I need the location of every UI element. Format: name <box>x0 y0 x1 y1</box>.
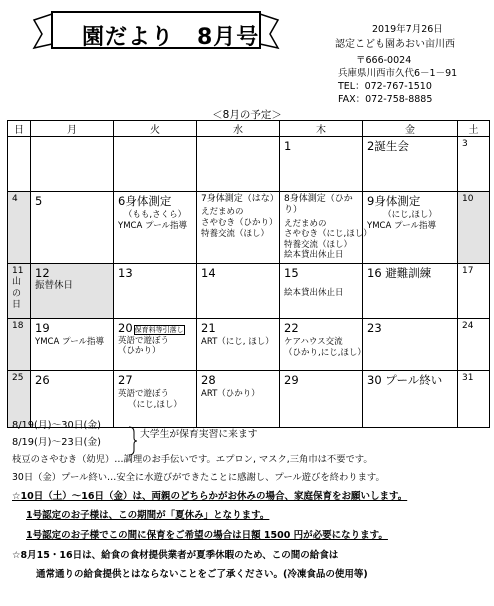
day-cell <box>114 264 197 319</box>
day-number: 18 <box>12 321 24 331</box>
newsletter-title: 園だより 8月号 <box>82 25 260 50</box>
event-text: 特養交流（ほし） <box>201 228 270 239</box>
event-text: ART（ひかり） <box>201 389 260 400</box>
day-cell <box>458 192 490 264</box>
weekday-tue: 火 <box>114 121 197 137</box>
day-cell <box>280 319 366 371</box>
day-number: 11 <box>12 266 24 276</box>
day-number: 23 <box>367 321 382 335</box>
week-row-3 <box>8 264 490 319</box>
day-number: 22 <box>284 321 299 335</box>
event-text: えだまめの <box>201 207 244 218</box>
payment-tag: 保育料等引落し <box>134 326 184 334</box>
day-number: 10 <box>462 194 474 204</box>
day-number: 3 <box>462 139 468 149</box>
day-number: 25 <box>12 373 24 383</box>
event-text: 絵本貸出休止日 <box>284 250 344 261</box>
day-number: 14 <box>201 266 216 280</box>
event-text: YMCA プール指導 <box>367 221 437 231</box>
day-cell <box>8 264 31 319</box>
day-cell <box>363 371 458 428</box>
note-home-care: ☆10日（土）～16日（金）は、両親のどちらかがお休みの場合、家庭保育をお願いします。 <box>12 491 408 502</box>
day-number: 8身体測定（ひかり） <box>284 194 353 216</box>
day-number: 27 <box>118 373 133 387</box>
event-text: （ひかり,にじ,ほし） <box>284 348 366 358</box>
event-text: さやむき（ひかり） <box>201 217 278 228</box>
event-text: （ひかり） <box>118 346 161 357</box>
weekday-wed: 水 <box>197 121 280 137</box>
note-lunch-1: ☆8月15・16日は、給食の食材提供業者が夏季休暇のため、この間の給食は <box>12 550 339 561</box>
day-cell <box>280 137 363 192</box>
note-practicum-2: 8/19(月)～23日(金) <box>12 437 101 448</box>
org-name: 認定こども園あおい亩川西 <box>335 39 455 50</box>
event-text: YMCA プール指導 <box>118 221 188 231</box>
event-text: 英語で遊ぼう <box>118 335 170 346</box>
day-cell <box>197 319 280 371</box>
day-cell <box>458 371 490 428</box>
holiday-char: の <box>12 288 22 299</box>
weekday-thu: 木 <box>280 121 363 137</box>
day-number: 6身体測定 <box>118 194 172 208</box>
weekday-header-row <box>8 121 490 137</box>
day-number: 1 <box>284 139 292 153</box>
event-text: 絵本貸出休止日 <box>284 288 344 299</box>
title-banner <box>30 10 282 56</box>
day-number: 15 <box>284 266 299 280</box>
weekday-sat: 土 <box>458 121 490 137</box>
week-row-5 <box>8 371 490 428</box>
schedule-title: ＜8月の予定＞ <box>212 109 282 121</box>
day-cell <box>8 371 31 428</box>
fax: FAX：072-758-8885 <box>338 94 433 105</box>
weekday-mon: 月 <box>31 121 114 137</box>
event-text: YMCA プール指導 <box>35 337 105 348</box>
day-cell <box>363 319 458 371</box>
day-number: 13 <box>118 266 133 280</box>
event-text: （にじ,ほし） <box>383 210 437 221</box>
day-number: 21 <box>201 321 216 335</box>
weekday-sun: 日 <box>8 121 31 137</box>
day-cell <box>280 264 363 319</box>
week-row-1 <box>8 137 490 192</box>
day-cell <box>197 264 280 319</box>
week-row-4 <box>8 319 490 371</box>
day-cell <box>197 371 280 428</box>
day-cell <box>31 192 114 264</box>
day-cell <box>114 319 197 371</box>
event-text: えだまめの <box>284 218 327 229</box>
note-edamame: 枝豆のさやむき（幼児）…調理のお手伝いです。エプロン, マスク,三角巾は不要です。 <box>12 454 373 465</box>
day-cell <box>8 319 31 371</box>
day-cell <box>114 137 197 192</box>
issue-date: 2019年7月26日 <box>372 24 443 35</box>
note-summer-break: 1号認定のお子様は、この期間が「夏休み」となります。 <box>26 510 270 521</box>
address: 兵庫県川西市久代6－1－91 <box>338 68 458 79</box>
tel: TEL：072-767-1510 <box>338 81 432 92</box>
holiday-char: 山 <box>12 277 22 288</box>
event-text: ART（にじ, ほし） <box>201 337 274 348</box>
day-number: 28 <box>201 373 216 387</box>
day-cell <box>280 192 372 264</box>
day-number: 24 <box>462 321 474 331</box>
note-practicum-text: 大学生が保育実習に来ます <box>140 429 258 440</box>
day-number: 5 <box>35 194 43 208</box>
day-cell <box>363 137 458 192</box>
day-number: 4 <box>12 194 18 204</box>
day-cell <box>114 371 197 428</box>
holiday-char: 日 <box>12 299 22 310</box>
day-number: 16 避難訓練 <box>367 266 432 280</box>
day-cell <box>458 319 490 371</box>
day-cell <box>197 137 280 192</box>
event-text: 特養交流（ほし） <box>284 239 353 250</box>
day-number: 26 <box>35 373 50 387</box>
note-pool-close: 30日（金）プール終い…安全に水遊びができたことに感謝し、プール遊びを終わります。 <box>12 472 385 483</box>
day-number: 7身体測定（はな） <box>201 194 279 204</box>
day-cell <box>31 137 114 192</box>
day-cell <box>458 264 490 319</box>
day-cell <box>197 192 280 264</box>
week-row-2 <box>8 192 490 264</box>
day-number: 12 <box>35 266 50 280</box>
day-cell <box>8 137 31 192</box>
august-calendar <box>7 120 490 428</box>
day-cell <box>8 192 31 264</box>
day-number: 31 <box>462 373 474 383</box>
day-number: 20 <box>118 321 133 335</box>
weekday-fri: 金 <box>363 121 458 137</box>
day-cell <box>280 371 363 428</box>
day-cell <box>114 192 197 264</box>
event-text: さやむき（にじ,ほし） <box>284 229 372 240</box>
day-cell <box>31 371 114 428</box>
event-text: （もも,さくら） <box>123 210 187 221</box>
event-text: ケアハウス交流 <box>284 337 343 348</box>
day-number: 9身体測定 <box>367 194 421 208</box>
day-number: 30 プール終い <box>367 373 443 387</box>
curly-brace-icon <box>128 426 138 456</box>
note-practicum-1: 8/19(月)～30日(金) <box>12 420 101 431</box>
day-number: 17 <box>462 266 474 276</box>
day-cell <box>363 192 458 264</box>
event-text: 英語で遊ぼう <box>118 389 170 400</box>
day-cell <box>458 137 490 192</box>
event-text: （にじ,ほし） <box>128 400 182 410</box>
day-cell <box>31 264 114 319</box>
day-number: 19 <box>35 321 50 335</box>
event-text: 振替休日 <box>35 280 74 292</box>
note-daily-fee: 1号認定のお子様でこの間に保育をご希望の場合は日額 1500 円が必要になります。 <box>26 530 388 541</box>
day-cell <box>31 319 114 371</box>
postal-code: 〒666-0024 <box>356 55 412 66</box>
day-number: 29 <box>284 373 299 387</box>
day-cell <box>363 264 458 319</box>
day-number: 2誕生会 <box>367 139 409 153</box>
note-lunch-2: 通常通りの給食提供とはならないことをご了承ください。(冷凍食品の使用等) <box>36 569 368 580</box>
